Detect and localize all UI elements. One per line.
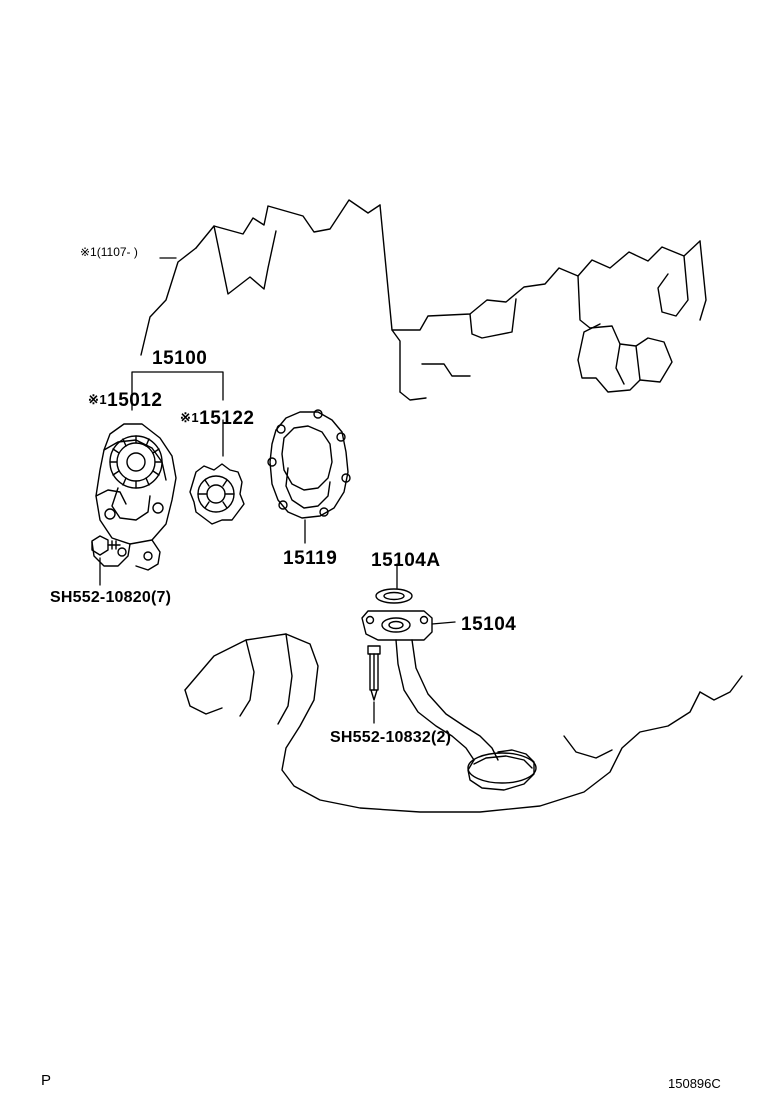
oil-strainer	[362, 611, 536, 790]
label-part-15122[interactable]	[180, 409, 254, 428]
note-revision	[80, 246, 138, 258]
oil-pan-outline	[185, 634, 742, 812]
label-text-15122: 15122	[199, 408, 255, 429]
label-part-15104[interactable]: 15104	[461, 614, 517, 635]
strainer-gasket	[376, 589, 412, 603]
note-text: (1107- )	[96, 245, 138, 259]
leader-lines	[100, 258, 455, 723]
footer-page-marker: P	[41, 1072, 52, 1089]
label-group-15100[interactable]: 15100	[152, 348, 208, 369]
drive-rotor-gear	[190, 464, 244, 524]
label-bolt-sh552-10832[interactable]: SH552-10832(2)	[330, 729, 452, 746]
oil-pump-body	[92, 424, 176, 570]
engine-block-outline	[141, 200, 706, 400]
note-star-mark: ※1	[80, 245, 97, 259]
star-mark-15122: ※1	[180, 410, 200, 425]
label-part-15119[interactable]: 15119	[283, 548, 338, 569]
star-mark-15012: ※1	[88, 392, 108, 407]
pump-gasket	[268, 410, 350, 518]
label-bolt-sh552-10820[interactable]: SH552-10820(7)	[50, 589, 172, 606]
label-part-15012[interactable]	[88, 391, 162, 410]
label-part-15104A[interactable]: 15104A	[371, 550, 441, 571]
footer-diagram-code: 150896C	[668, 1076, 721, 1091]
label-text-15012: 15012	[107, 390, 163, 411]
strainer-bolt	[368, 646, 380, 700]
